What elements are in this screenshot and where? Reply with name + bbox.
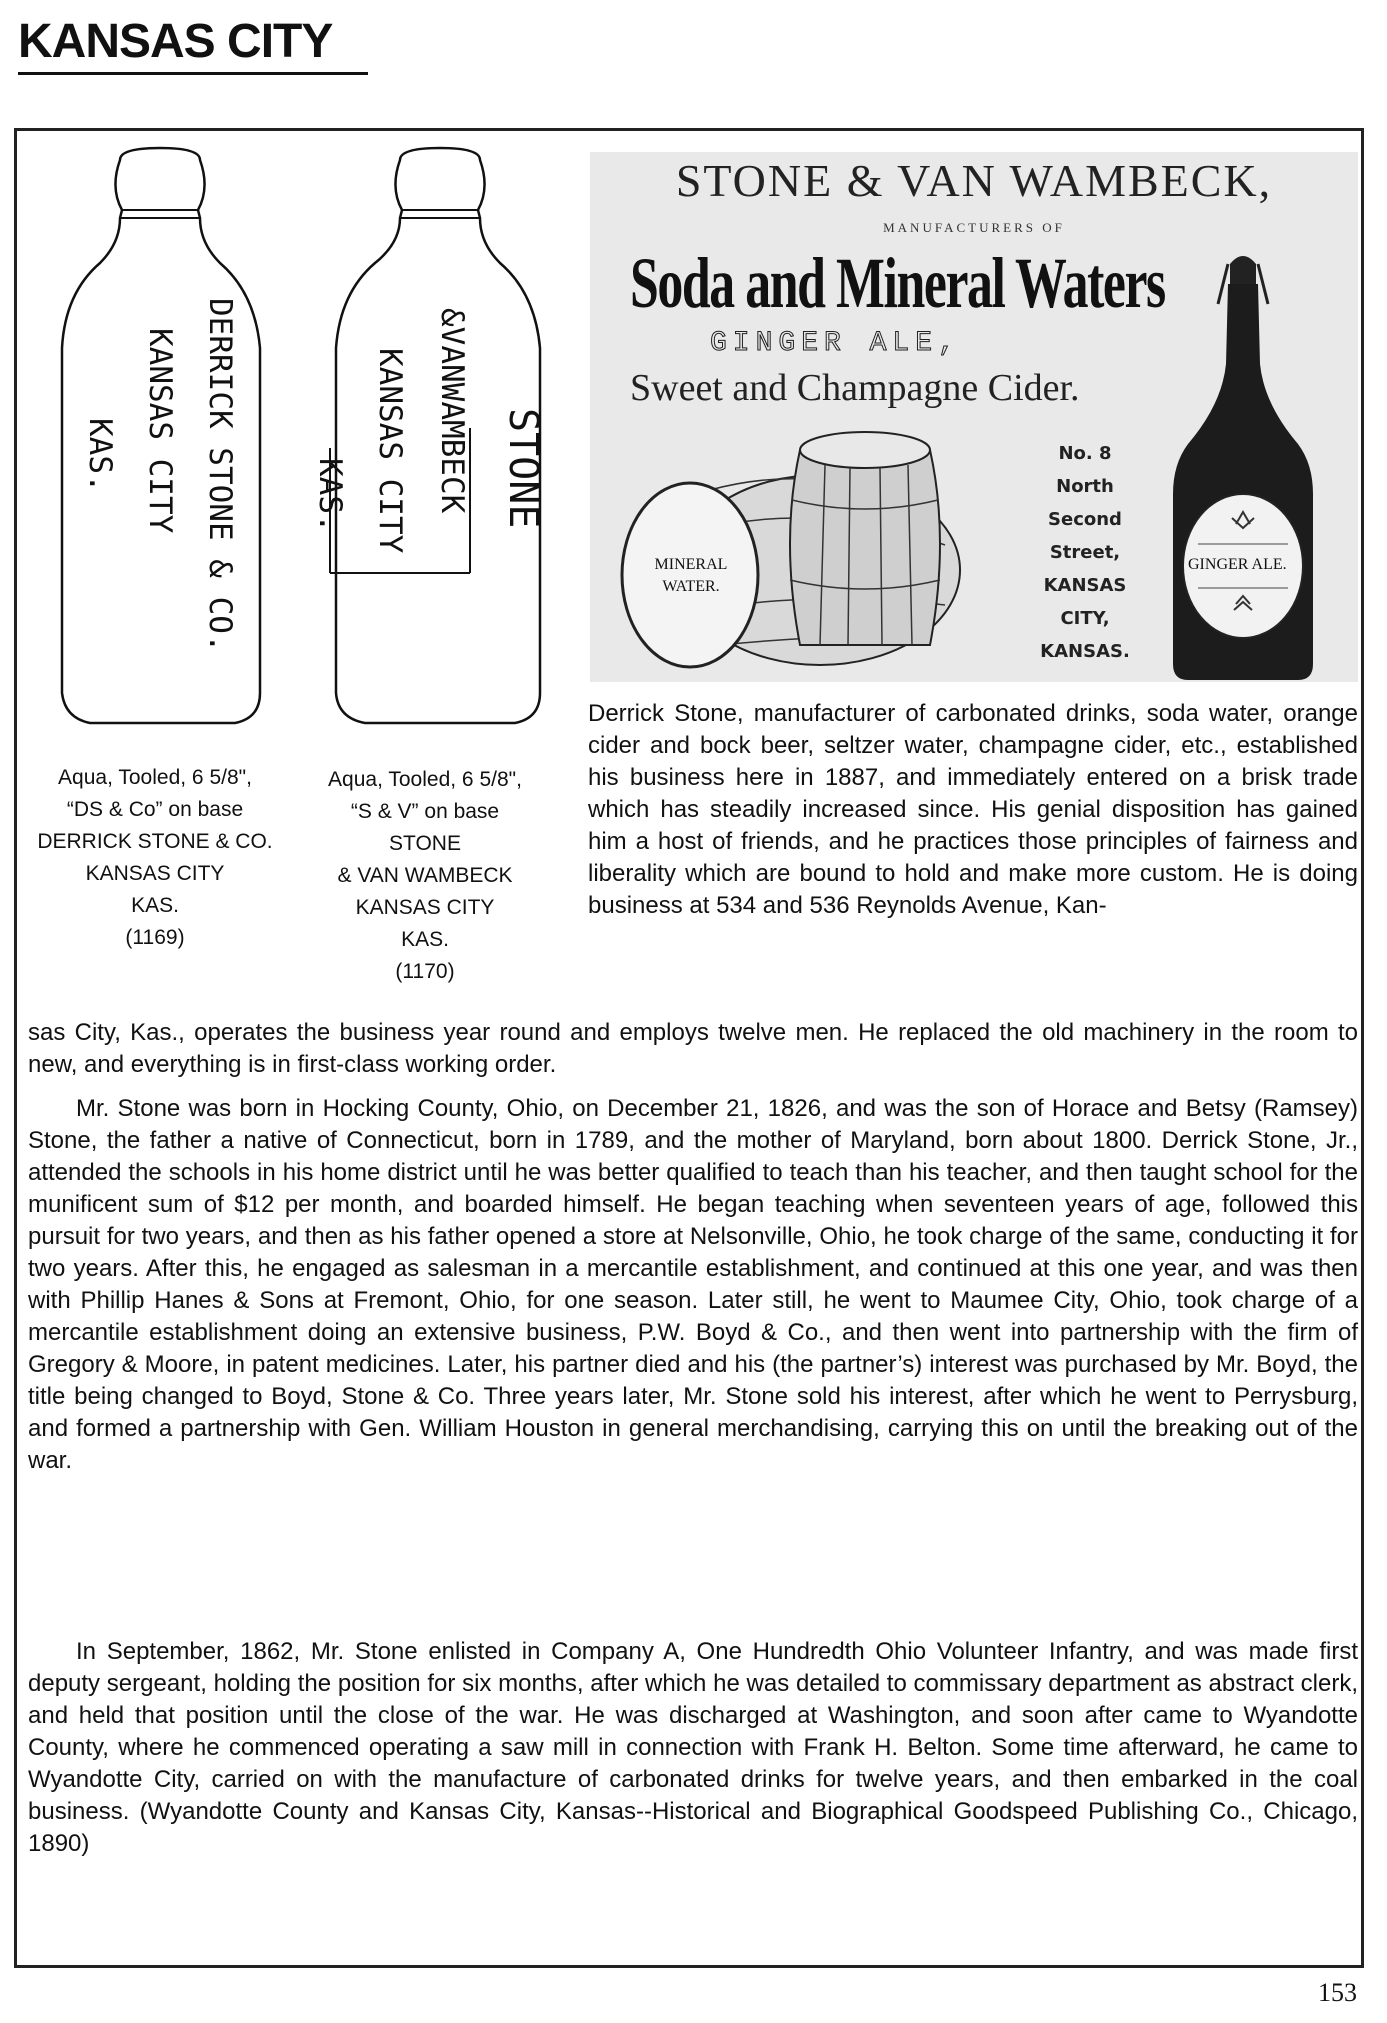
barrels-illustration [610,420,1010,680]
address-line: KANSAS [1043,575,1127,596]
article-paragraph-3: In September, 1862, Mr. Stone enlisted in Company A, One Hundredth Ohio Volunteer Infantry, and was made first deputy sergeant, holding the position for six months, after which he was detailed to commissary department as abstract clerk, and held that position until the close of the war. He was discharged at Washington, and soon after came to Wyandotte County, where he commenced operating a saw mill in connection with Frank H. Belton. Some time afterward, he came to Wyandotte City, carried on with the manufacture of carbonated drinks for twelve years, and then embarked in the coal business. (Wyandotte County and Kansas City, Kansas--Historical and Biographical Goodspeed Publishing Co., Chicago, 1890) [28,1638,1358,1857]
caption-line: KANSAS CITY [85,862,225,885]
bottle-1-embossing-line-1: DERRICK STONE & CO. [202,298,238,653]
bottle-1-embossing-line-3: KAS. [82,418,118,493]
ad-ginger-ale: GINGER ALE, [710,328,961,359]
bottle-2-caption [300,764,550,988]
bottle-2-embossing-line-3: KANSAS CITY [372,348,408,554]
caption-line: STONE [389,832,461,855]
caption-line: Aqua, Tooled, 6 5/8", [58,766,252,789]
address-line: Street, [1049,542,1121,563]
caption-line: Aqua, Tooled, 6 5/8", [328,768,522,791]
bottle-2-embossing-line-4: KAS. [312,458,348,533]
barrel-label-line: WATER. [662,578,720,595]
caption-line: KAS. [401,928,449,951]
address-line: KANSAS. [1040,641,1130,662]
ad-firm-name: STONE & VAN WAMBECK, [675,155,1273,206]
barrel-label-line: MINERAL [654,556,728,573]
ad-product-heading: Soda and Mineral Waters [630,243,1165,323]
bottle-drawing-derrick-stone [50,148,270,738]
caption-line: “DS & Co” on base [66,798,244,821]
ginger-ale-bottle-illustration [1168,244,1318,684]
bottle-label: GINGER ALE. [1188,556,1287,573]
caption-line: (1170) [395,960,455,983]
caption-line: (1169) [125,926,185,949]
caption-line: KANSAS CITY [355,896,495,919]
article-paragraph-1-top: Derrick Stone, manufacturer of carbonated drinks, soda water, orange cider and bock beer, seltzer water, champagne cider, etc., established his business here in 1887, and immediately entered on a brisk trade which has steadily increased since. His genial disposition has gained him a host of friends, and he practices those principles of fairness and liberality which are bound to hold and make more custom. He is doing business at 534 and 536 Reynolds Avenue, Kan- [588,700,1358,919]
caption-line: & VAN WAMBECK [337,864,513,887]
article-paragraph-2: Mr. Stone was born in Hocking County, Ohio, on December 21, 1826, and was the son of Horace and Betsy (Ramsey) Stone, the father a native of Connecticut, born in 1789, and the mother of Maryland, born about 1800. Derrick Stone, Jr., attended the schools in his home district until he was better qualified to teach than his teacher, and then taught school for the munificent sum of $12 per month, and boarded himself. He began teaching when seventeen years of age, followed this pursuit for two years, and then as his father opened a store at Nelsonville, Ohio, he took charge of the same, conducting it for two years. After this, he engaged as salesman in a mercantile establishment, and continued at this one year, and was then with Phillip Hanes & Sons at Fremont, Ohio, for one season. Later still, he went to Maumee City, Ohio, took charge of a mercantile establishment doing an extensive business, P.W. Boyd & Co., and then went into partnership with the firm of Gregory & Moore, in patent medicines. Later, his partner died and his (the partner’s) interest was purchased by Mr. Boyd, the title being changed to Boyd, Stone & Co. Three years later, Mr. Stone sold his interest, after which he went to Perrysburg, and formed a partnership with Gen. William Houston in general merchandising, carrying this on until the breaking out of the war. [28,1095,1358,1474]
address-line: CITY, [1060,608,1110,629]
bottle-1-embossing-line-2: KANSAS CITY [142,328,178,534]
advertisement-stone-van-wambeck [590,152,1358,682]
page-title: KANSAS CITY [18,15,333,68]
page-number: 153 [1318,1978,1357,2007]
article-paragraph-1-bottom: sas City, Kas., operates the business year round and employs twelve men. He replaced the old machinery in the room to new, and everything is in first-class working order. [28,1019,1358,1078]
bottle-1-caption [30,762,280,954]
ad-address [1010,437,1160,668]
address-line: Second [1048,509,1122,530]
caption-line: DERRICK STONE & CO. [37,830,273,853]
address-line: No. 8 [1058,443,1112,464]
bottle-2-embossing-line-1: STONE [500,408,546,529]
barrel-label [646,554,736,598]
ad-cider: Sweet and Champagne Cider. [630,367,1080,409]
address-line: North [1056,476,1114,497]
ad-manufacturers-of: MANUFACTURERS OF [883,220,1065,235]
title-underline [18,72,368,75]
caption-line: KAS. [131,894,179,917]
bottle-2-embossing-line-2: &VANWAMBECK [434,308,470,514]
caption-line: “S & V” on base [350,800,500,823]
bottle-drawing-stone-van-wambeck [312,148,560,738]
